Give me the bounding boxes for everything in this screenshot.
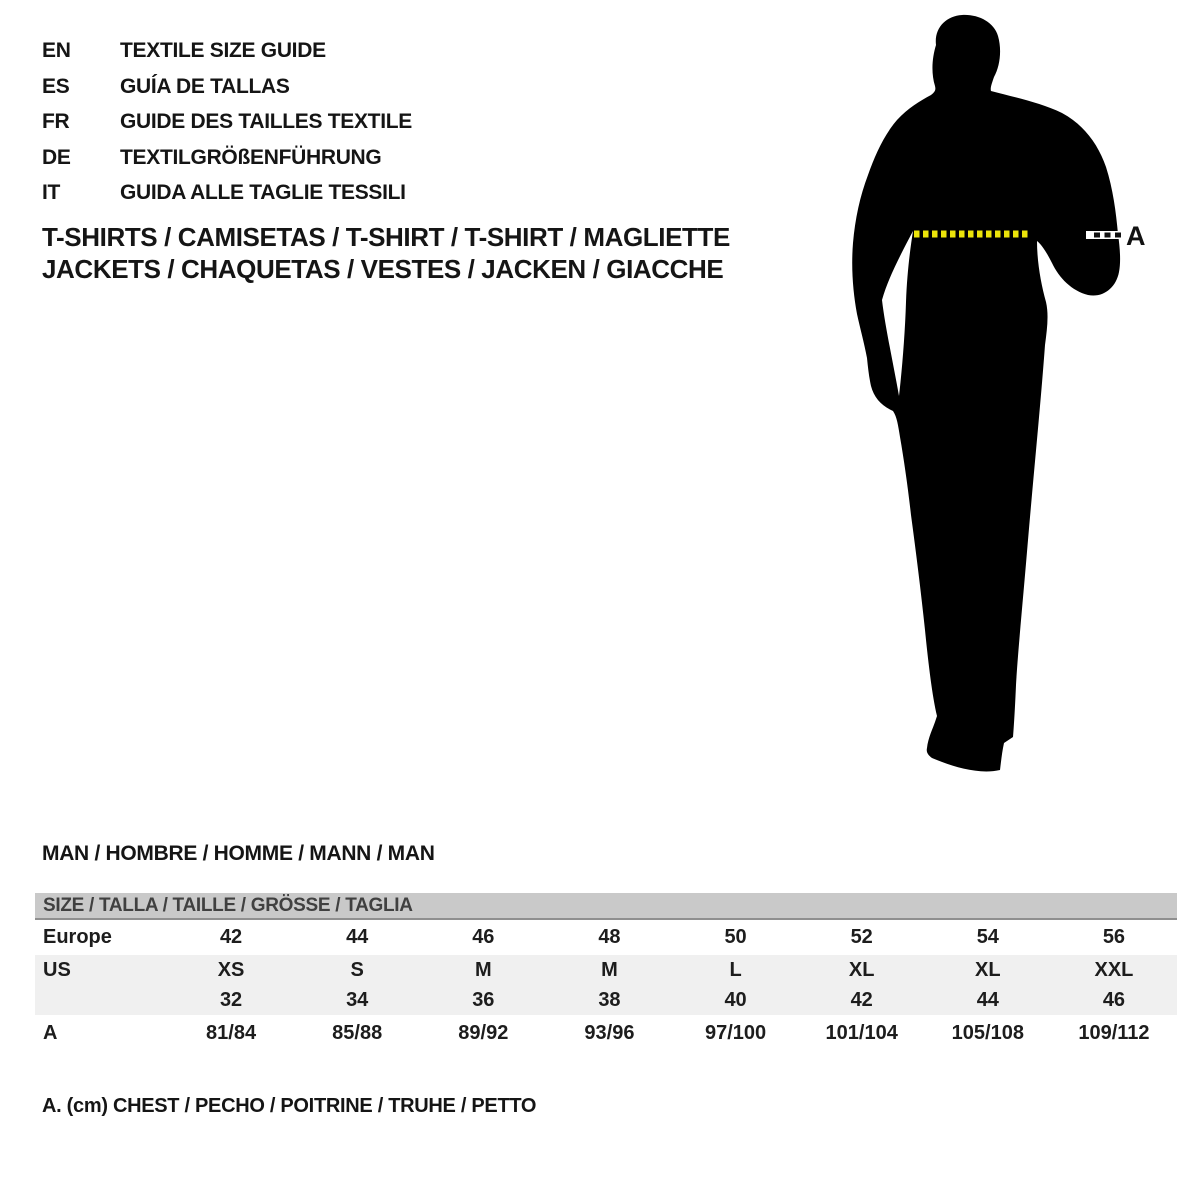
- cell: 56: [1102, 926, 1126, 948]
- cell: S: [350, 959, 364, 981]
- cell: 42: [850, 989, 873, 1011]
- lang-code: ES: [42, 74, 70, 98]
- cell: 81/84: [206, 1022, 257, 1044]
- language-guide-list: [42, 33, 412, 211]
- table-row-europe: [35, 920, 1177, 955]
- category-line-tshirts: T-SHIRTS / CAMISETAS / T-SHIRT / T-SHIRT / MAGLIETTE: [42, 222, 730, 252]
- cell: 89/92: [458, 1022, 509, 1044]
- cell: 85/88: [332, 1022, 383, 1044]
- lang-title: GUIDA ALLE TAGLIE TESSILI: [120, 181, 406, 204]
- table-row-chest-cm: [35, 1015, 1177, 1051]
- cell: XXL: [1094, 959, 1134, 981]
- cell: XL: [848, 959, 875, 981]
- measure-label-a: A: [1126, 221, 1146, 251]
- cell: L: [729, 959, 742, 981]
- cell: XL: [975, 959, 1001, 981]
- lang-title: GUIDE DES TAILLES TEXTILE: [120, 110, 412, 133]
- cell: 40: [724, 989, 747, 1011]
- category-line-jackets: JACKETS / CHAQUETAS / VESTES / JACKEN / GIACCHE: [42, 254, 724, 284]
- lang-title: TEXTILGRÖßENFÜHRUNG: [120, 145, 382, 169]
- cell: 46: [472, 926, 495, 948]
- size-table-header: SIZE / TALLA / TAILLE / GRÖSSE / TAGLIA: [35, 893, 1177, 920]
- cell: M: [601, 959, 618, 981]
- measurement-footnote: A. (cm) CHEST / PECHO / POITRINE / TRUHE / PETTO: [42, 1095, 537, 1117]
- cell: 48: [598, 926, 621, 948]
- cell: 52: [850, 926, 873, 948]
- cell: 50: [724, 926, 747, 948]
- cell: 46: [1102, 989, 1126, 1011]
- category-heading: [42, 221, 730, 285]
- lang-title: TEXTILE SIZE GUIDE: [120, 39, 326, 62]
- lang-code: FR: [42, 110, 70, 133]
- row-label: Europe: [43, 926, 112, 948]
- man-silhouette-body: [852, 15, 1120, 772]
- row-label: A: [43, 1022, 58, 1044]
- cell: 32: [219, 989, 243, 1011]
- cell: 42: [219, 926, 243, 948]
- cell: 38: [598, 989, 621, 1011]
- table-row-us: [35, 955, 1177, 985]
- size-table: [35, 893, 1177, 1051]
- lang-code: EN: [42, 39, 71, 62]
- cell: M: [474, 959, 492, 981]
- row-label: US: [43, 959, 71, 981]
- cell: 101/104: [825, 1022, 898, 1044]
- gender-heading: MAN / HOMBRE / HOMME / MANN / MAN: [42, 842, 435, 865]
- lang-title: GUÍA DE TALLAS: [120, 74, 290, 98]
- table-row-numeric: [35, 985, 1177, 1015]
- cell: 105/108: [951, 1022, 1024, 1044]
- cell: 109/112: [1078, 1022, 1150, 1044]
- lang-code: IT: [42, 181, 61, 204]
- cell: 54: [976, 926, 999, 948]
- cell: 44: [976, 989, 999, 1011]
- cell: 34: [346, 989, 369, 1011]
- cell: 97/100: [704, 1022, 767, 1044]
- man-silhouette-figure: [840, 0, 1160, 800]
- row-label: [35, 985, 168, 1015]
- lang-code: DE: [42, 145, 71, 169]
- cell: XS: [217, 959, 245, 981]
- cell: 93/96: [584, 1022, 635, 1044]
- cell: 36: [472, 989, 495, 1011]
- cell: 44: [346, 926, 369, 948]
